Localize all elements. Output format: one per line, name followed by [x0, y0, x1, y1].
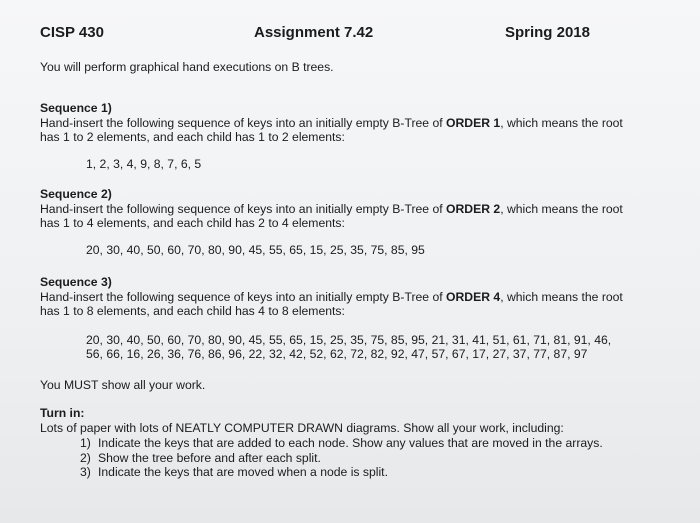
- description-part: , which means the root has 1 to 2 elements, and each child has 1 to 2 elements:: [40, 115, 623, 144]
- item-number: 3): [80, 465, 91, 479]
- sequence-1: [40, 101, 630, 171]
- description-part: Hand-insert the following sequence of keys into an initially empty B-Tree of: [40, 289, 447, 304]
- item-number: 2): [80, 450, 91, 465]
- key-sequence: 20, 30, 40, 50, 60, 70, 80, 90, 45, 55, 65, 15, 25, 35, 75, 85, 95: [86, 242, 425, 257]
- item-text: Indicate the keys that are added to each node. Show any values that are moved in the arrays.: [98, 436, 603, 450]
- sequence-title: Sequence 1): [40, 101, 112, 115]
- turn-in-description: Lots of paper with lots of NEATLY COMPUTER DRAWN diagrams. Show all your work, including:: [40, 420, 564, 435]
- sequence-2: [40, 187, 630, 257]
- description-part: Hand-insert the following sequence of keys into an initially empty B-Tree of: [40, 115, 447, 130]
- sequence-description: [40, 290, 630, 319]
- course-code: CISP 430: [40, 24, 104, 41]
- sequence-title: Sequence 3): [40, 275, 112, 289]
- sequence-3: [40, 275, 630, 362]
- key-sequence: 1, 2, 3, 4, 9, 8, 7, 6, 5: [86, 156, 202, 171]
- intro-text: You will perform graphical hand executions on B trees.: [40, 60, 334, 74]
- must-show-note: You MUST show all your work.: [40, 378, 206, 392]
- term: Spring 2018: [504, 24, 590, 41]
- order-label: ORDER 2: [446, 201, 501, 216]
- header: [40, 24, 590, 48]
- sequence-description: [40, 116, 630, 145]
- list-item: [40, 465, 630, 480]
- sequence-description: [40, 202, 630, 231]
- list-item: [40, 436, 630, 451]
- turn-in-section: [40, 406, 630, 480]
- turn-in-title: Turn in:: [40, 406, 85, 420]
- item-text: Indicate the keys that are moved when a node is split.: [98, 465, 388, 479]
- assignment-title: Assignment 7.42: [254, 24, 374, 41]
- item-number: 1): [80, 436, 91, 450]
- sequence-title: Sequence 2): [40, 187, 112, 201]
- item-text: Show the tree before and after each split.: [98, 450, 321, 465]
- key-sequence: [40, 333, 630, 362]
- list-item: [40, 451, 630, 466]
- key-line: 20, 30, 40, 50, 60, 70, 80, 90, 45, 55, 65, 15, 25, 35, 75, 85, 95, 21, 31, 41, 51, 61, 71, 81, 91, 46,: [86, 332, 612, 347]
- turn-in-list: [40, 436, 630, 480]
- description-part: Hand-insert the following sequence of keys into an initially empty B-Tree of: [40, 201, 447, 216]
- order-label: ORDER 1: [446, 115, 501, 130]
- description-part: , which means the root has 1 to 8 elements, and each child has 4 to 8 elements:: [40, 289, 623, 318]
- description-part: , which means the root has 1 to 4 elements, and each child has 2 to 4 elements:: [40, 201, 623, 230]
- key-line: 56, 66, 16, 26, 36, 76, 86, 96, 22, 32, 42, 52, 62, 72, 82, 92, 47, 57, 67, 17, 27, 37, 77, 87, 97: [86, 347, 588, 361]
- order-label: ORDER 4: [446, 289, 501, 304]
